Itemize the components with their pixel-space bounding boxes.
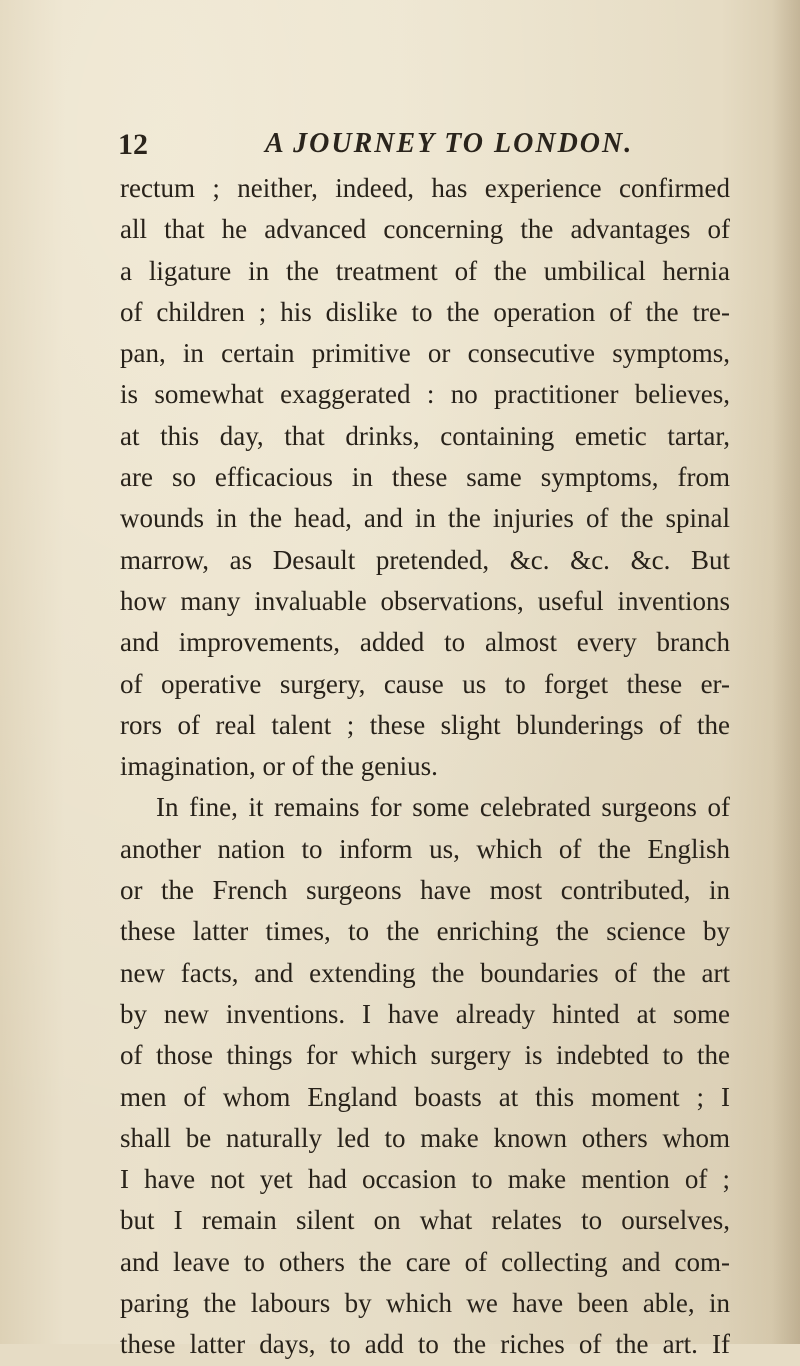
running-head — [118, 128, 718, 168]
text-line: but I remain silent on what relates to ourselves, — [120, 1205, 730, 1236]
text-line: are so efficacious in these same symptoms, from — [120, 462, 730, 493]
page-edge-shadow — [772, 0, 800, 1344]
text-line: is somewhat exaggerated : no practitioner believes, — [120, 379, 730, 410]
text-line: men of whom England boasts at this moment ; I — [120, 1081, 730, 1112]
text-line: In fine, it remains for some celebrated surgeons of — [156, 792, 730, 823]
text-line: by new inventions. I have already hinted at some — [120, 998, 730, 1029]
text-line: or the French surgeons have most contributed, in — [120, 875, 730, 906]
text-line: new facts, and extending the boundaries of the art — [120, 957, 730, 988]
text-line: these latter days, to add to the riches of the art. If — [120, 1329, 730, 1360]
text-line: imagination, or of the genius. — [120, 751, 438, 782]
text-line: a ligature in the treatment of the umbilical hernia — [120, 255, 730, 286]
text-line: another nation to inform us, which of the English — [120, 833, 730, 864]
text-line: rors of real talent ; these slight blunderings of the — [120, 709, 730, 740]
text-line: and leave to others the care of collecting and com- — [120, 1246, 730, 1277]
text-line: pan, in certain primitive or consecutive symptoms, — [120, 338, 730, 369]
text-line: these latter times, to the enriching the science by — [120, 916, 730, 947]
text-line: rectum ; neither, indeed, has experience confirmed — [120, 173, 730, 203]
text-line: how many invaluable observations, useful inventions — [120, 585, 730, 616]
text-line: and improvements, added to almost every branch — [120, 627, 730, 658]
text-line: paring the labours by which we have been able, in — [120, 1288, 730, 1319]
text-line: marrow, as Desault pretended, &c. &c. &c. But — [120, 544, 730, 575]
text-line: of operative surgery, cause us to forget these er- — [120, 668, 730, 699]
text-line: of children ; his dislike to the operation of the tre- — [120, 296, 730, 327]
page-number: 12 — [118, 128, 148, 161]
text-line: of those things for which surgery is indebted to the — [120, 1040, 730, 1071]
body-text — [120, 168, 730, 1366]
text-line: shall be naturally led to make known others whom — [120, 1122, 730, 1153]
text-line: wounds in the head, and in the injuries of the spinal — [120, 503, 730, 534]
running-title: A JOURNEY TO LONDON. — [265, 128, 634, 159]
text-line: I have not yet had occasion to make mention of ; — [120, 1164, 730, 1195]
text-line: at this day, that drinks, containing emetic tartar, — [120, 420, 730, 451]
text-line: all that he advanced concerning the advantages of — [120, 214, 730, 245]
